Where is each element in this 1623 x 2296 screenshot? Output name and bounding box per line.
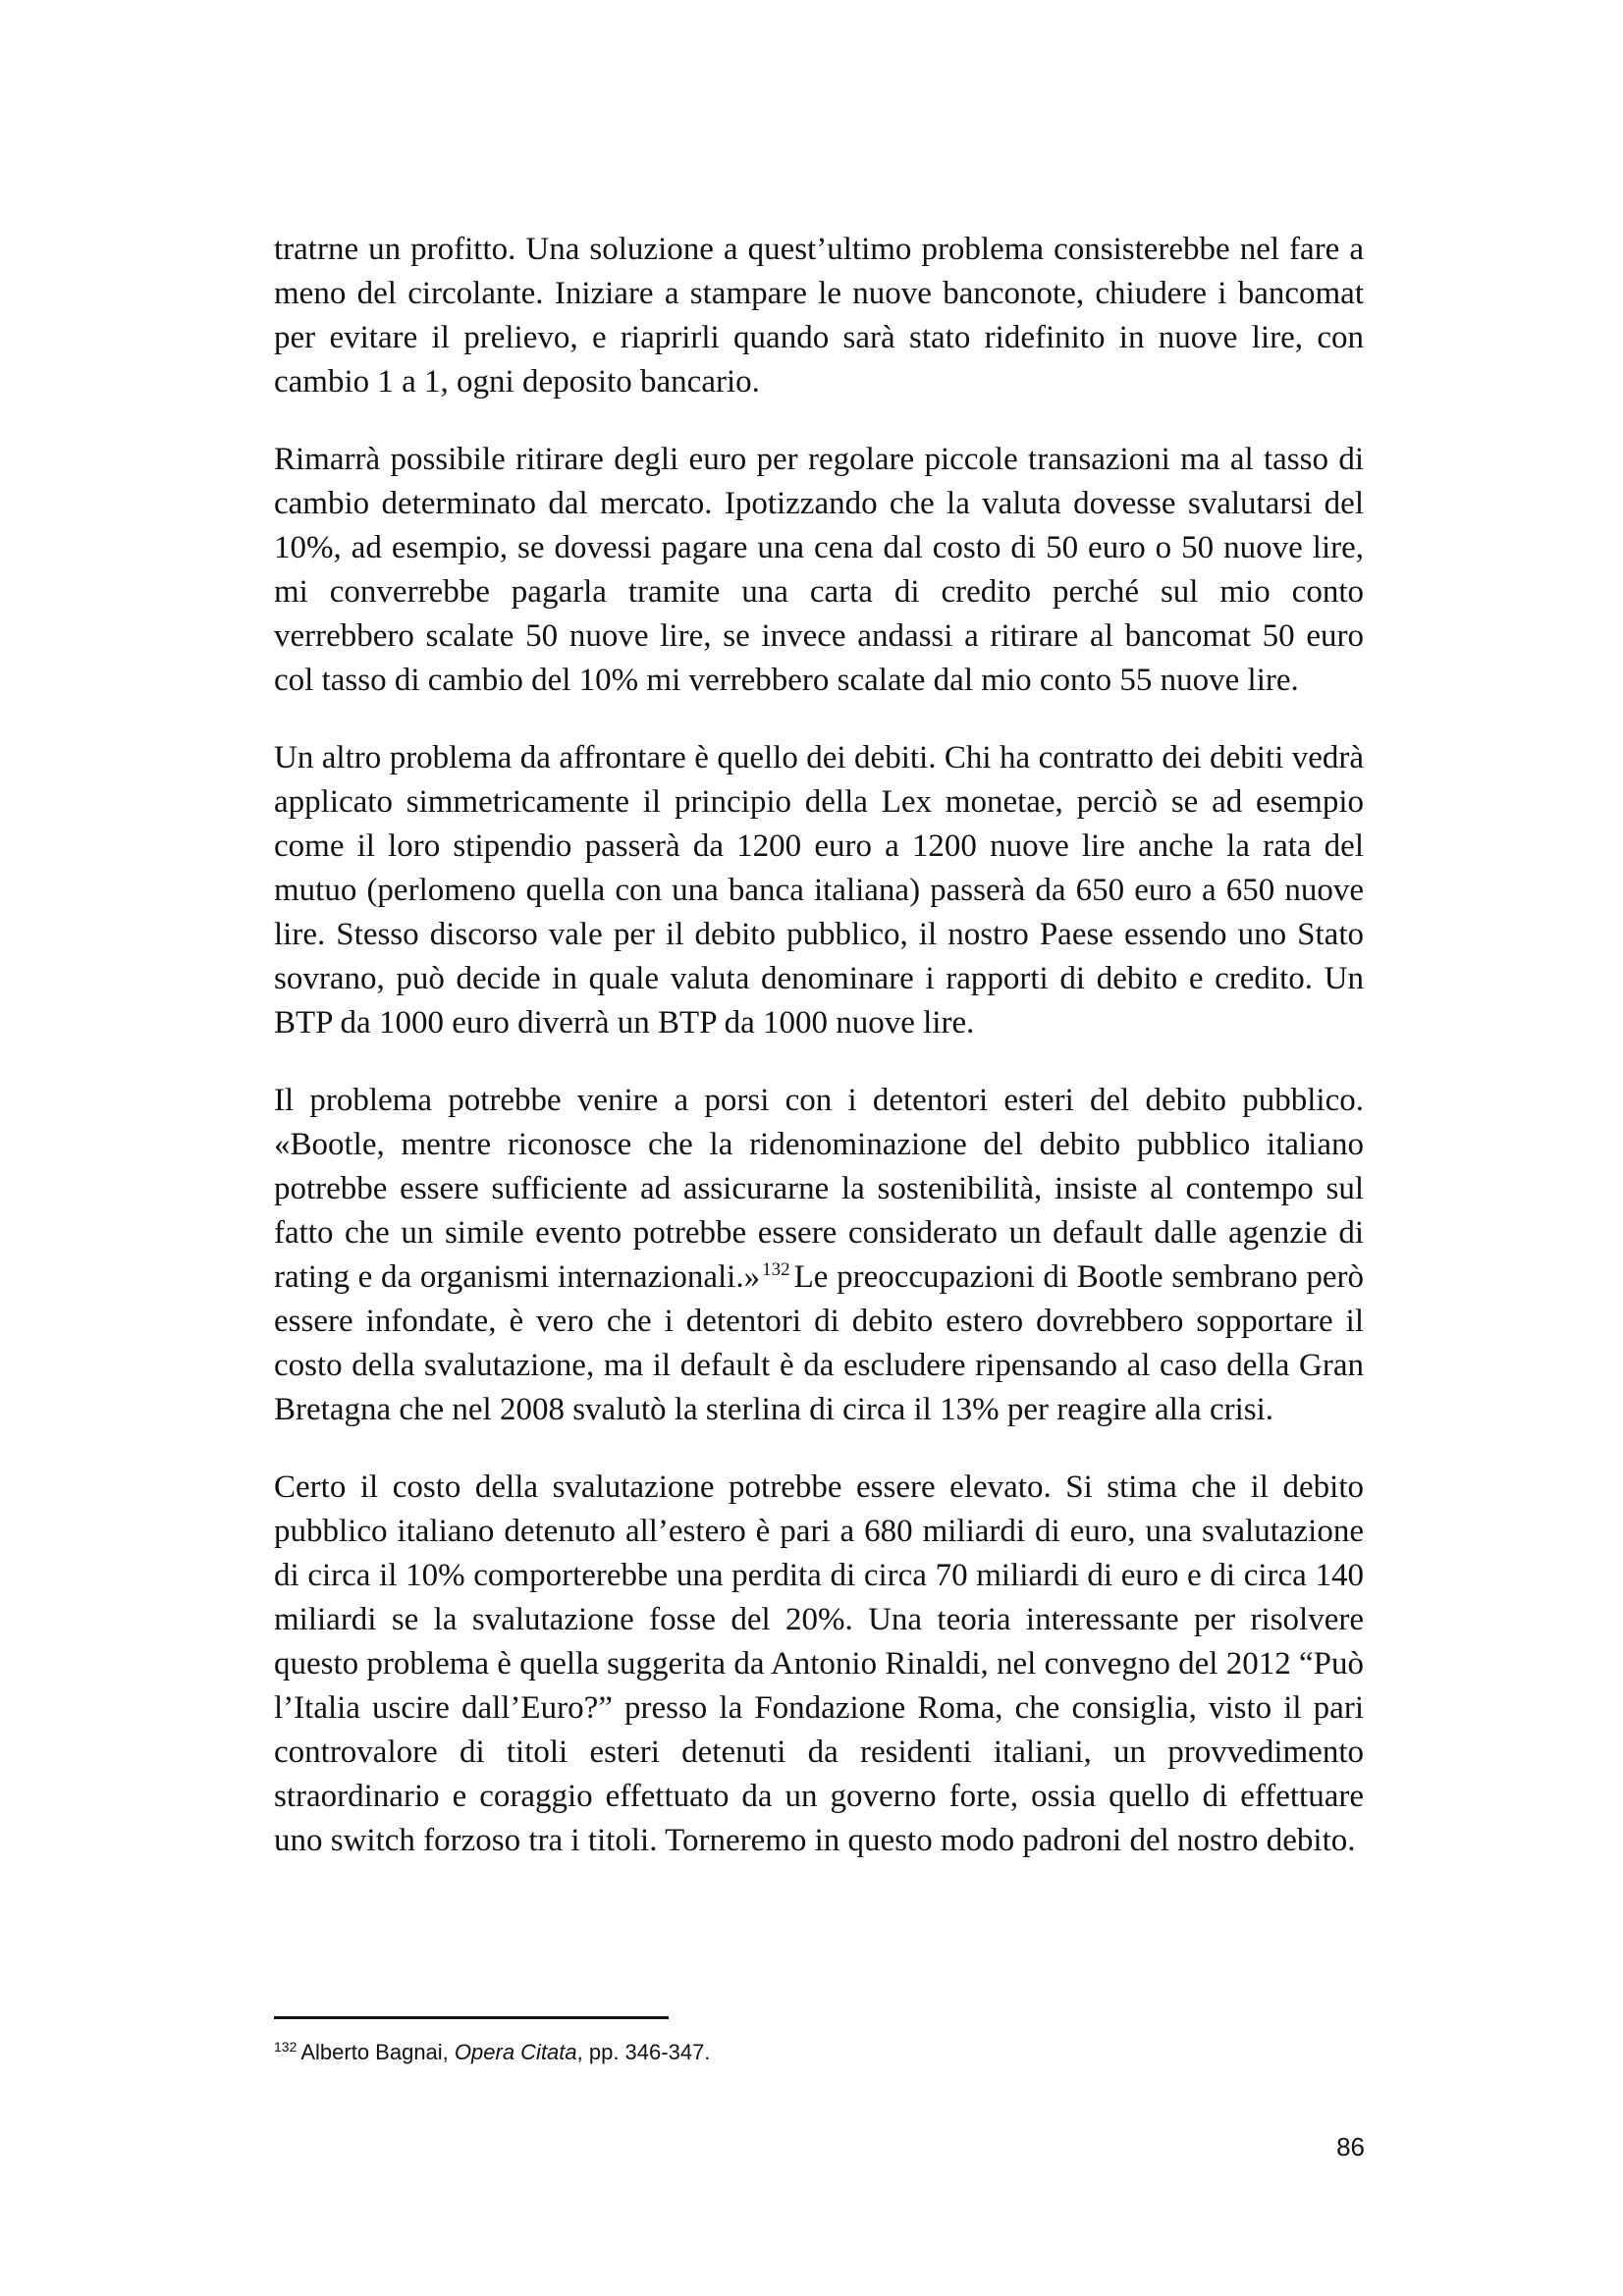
paragraph-2: Rimarrà possibile ritirare degli euro per regolare piccole transazioni ma al tasso di cambio determinato dal mercato. Ipotizzando che la valuta dovesse svalutarsi del 10%, ad esempio, se dovessi pagare una cena dal costo di 50 euro o 50 nuove lire, mi converrebbe pagarla tramite una carta di credito perché sul mio conto verrebbero scalate 50 nuove lire, se invece andassi a ritirare al bancomat 50 euro col tasso di cambio del 10% mi verrebbero scalate dal mio conto 55 nuove lire. — [274, 442, 1364, 698]
footnote-title: Opera Citata — [454, 2040, 577, 2064]
footnote-author: Alberto Bagnai, — [300, 2040, 455, 2064]
footnote-number: 132 — [274, 2038, 298, 2055]
footnote-separator — [274, 2016, 669, 2019]
page-number: 86 — [1336, 2132, 1365, 2162]
footnote-reference[interactable]: 132 — [762, 1259, 790, 1280]
paragraph-5: Certo il costo della svalutazione potrebbe essere elevato. Si stima che il debito pubblico italiano detenuto all’estero è pari a 680 miliardi di euro, una svalutazione di circa il 10% comporterebbe una perdita di circa 70 miliardi di euro e di circa 140 miliardi se la svalutazione fosse del 20%. Una teoria interessante per risolvere questo problema è quella suggerita da Antonio Rinaldi, nel convegno del 2012 “Può l’Italia uscire dall’Euro?” presso la Fondazione Roma, che consiglia, visto il pari controvalore di titoli esteri detenuti da residenti italiani, un provvedimento straordinario e coraggio effettuato da un governo forte, ossia quello di effettuare uno switch forzoso tra i titoli. Torneremo in questo modo padroni del nostro debito. — [274, 1469, 1364, 1858]
paragraph-4-text-before: Il problema potrebbe venire a porsi con i detentori esteri del debito pubblico. «Bootle, mentre riconosce che la ridenominazione del debito pubblico italiano potrebbe essere sufficiente ad assicurarne la sostenibilità, insiste al contempo sul fatto che un simile evento potrebbe essere considerato un default dalle agenzie di rating e da organismi internazionali.» — [274, 1083, 1364, 1295]
paragraph-1: tratrne un profitto. Una soluzione a quest’ultimo problema consisterebbe nel fare a meno del circolante. Iniziare a stampare le nuove banconote, chiudere i bancomat per evitare il prelievo, e riaprirli quando sarà stato ridefinito in nuove lire, con cambio 1 a 1, ogni deposito bancario. — [274, 232, 1364, 400]
paragraph-4-text-after: Le preoccupazioni di Bootle sembrano però essere infondate, è vero che i detentori di debito estero dovrebbero sopportare il costo della svalutazione, ma il default è da escludere ripensando al caso della Gran Bretagna che nel 2008 svalutò la sterlina di circa il 13% per reagire alla crisi. — [274, 1259, 1364, 1427]
footnote — [274, 2038, 1364, 2067]
paragraph-4 — [274, 1079, 1364, 1432]
paragraph-3: Un altro problema da affrontare è quello dei debiti. Chi ha contratto dei debiti vedrà applicato simmetricamente il principio della Lex monetae, perciò se ad esempio come il loro stipendio passerà da 1200 euro a 1200 nuove lire anche la rata del mutuo (perlomeno quella con una banca italiana) passerà da 650 euro a 650 nuove lire. Stesso discorso vale per il debito pubblico, il nostro Paese essendo uno Stato sovrano, può decide in quale valuta denominare i rapporti di debito e credito. Un BTP da 1000 euro diverrà un BTP da 1000 nuove lire. — [274, 740, 1364, 1041]
body-text — [274, 228, 1364, 1863]
footnote-pages: , pp. 346-347. — [576, 2040, 711, 2064]
